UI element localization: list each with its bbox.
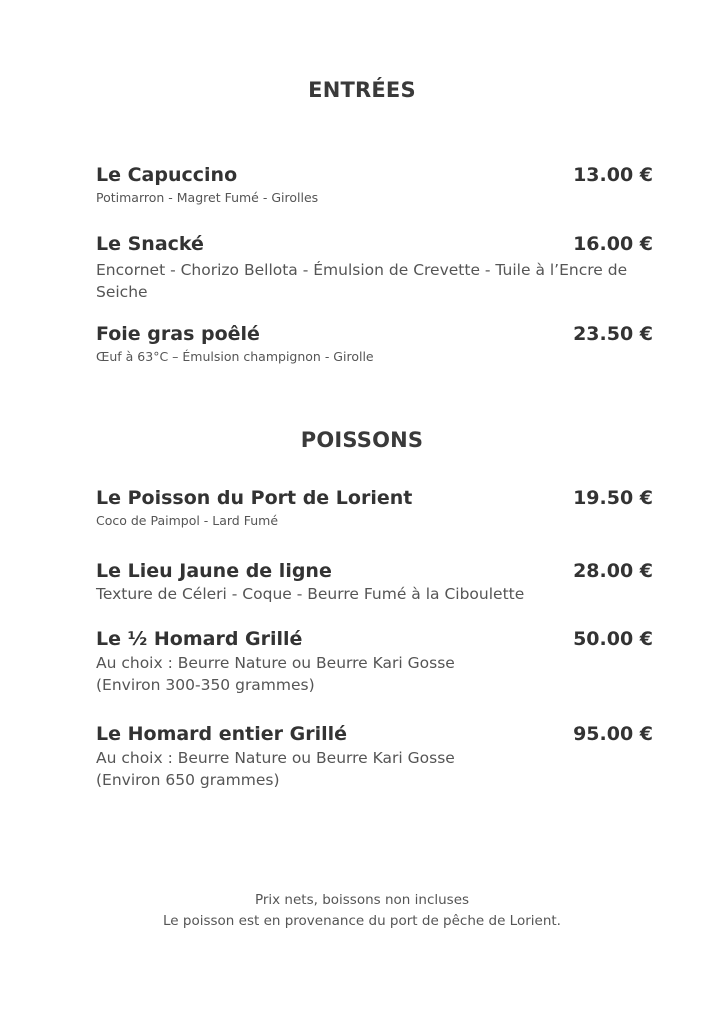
item-description-line: (Environ 300-350 grammes) (96, 676, 315, 694)
item-description (96, 583, 656, 605)
item-price: 16.00 € (573, 233, 653, 255)
item-description-line: Au choix : Beurre Nature ou Beurre Kari Gosse (96, 749, 455, 767)
item-description: Potimarron - Magret Fumé - Girolles (96, 190, 319, 205)
item-name: Le ½ Homard Grillé (96, 628, 303, 650)
footer-prices-note: Prix nets, boissons non incluses (254, 892, 470, 908)
section-title-entrees: ENTRÉES (308, 78, 416, 102)
section-title-poissons: POISSONS (300, 428, 424, 452)
item-description-line: Au choix : Beurre Nature ou Beurre Kari Gosse (96, 654, 455, 672)
menu-item-lieu-jaune (96, 559, 656, 605)
menu-item-homard-entier (96, 722, 656, 791)
item-price: 23.50 € (573, 323, 653, 345)
item-price: 95.00 € (573, 723, 653, 745)
item-name: Le Capuccino (96, 164, 238, 186)
item-price: 13.00 € (573, 164, 653, 186)
item-description (96, 747, 656, 791)
menu-item-foie-gras (96, 322, 656, 365)
item-name: Le Homard entier Grillé (96, 723, 348, 745)
menu-item-snacke (96, 232, 656, 303)
item-description-line: Seiche (96, 283, 148, 301)
footer-origin-note: Le poisson est en provenance du port de pêche de Lorient. (163, 913, 561, 929)
item-description: Coco de Paimpol - Lard Fumé (96, 513, 279, 528)
item-price: 19.50 € (573, 487, 653, 509)
item-description-line: Encornet - Chorizo Bellota - Émulsion de Crevette - Tuile à l’Encre de (96, 261, 628, 279)
menu-item-demi-homard (96, 627, 656, 696)
item-price: 28.00 € (573, 560, 653, 582)
menu-item-poisson-port (96, 486, 656, 529)
item-description: Œuf à 63°C – Émulsion champignon - Girolle (96, 349, 374, 364)
item-name: Le Poisson du Port de Lorient (96, 487, 413, 509)
menu-item-capuccino (96, 163, 656, 206)
item-description-line: (Environ 650 grammes) (96, 771, 280, 789)
item-name: Le Snacké (96, 233, 204, 255)
footer (0, 890, 724, 932)
item-name: Foie gras poêlé (96, 323, 260, 345)
item-description (96, 652, 656, 696)
item-name: Le Lieu Jaune de ligne (96, 560, 332, 582)
item-description-line: Texture de Céleri - Coque - Beurre Fumé à la Ciboulette (96, 585, 525, 603)
item-description (96, 259, 656, 303)
item-price: 50.00 € (573, 628, 653, 650)
